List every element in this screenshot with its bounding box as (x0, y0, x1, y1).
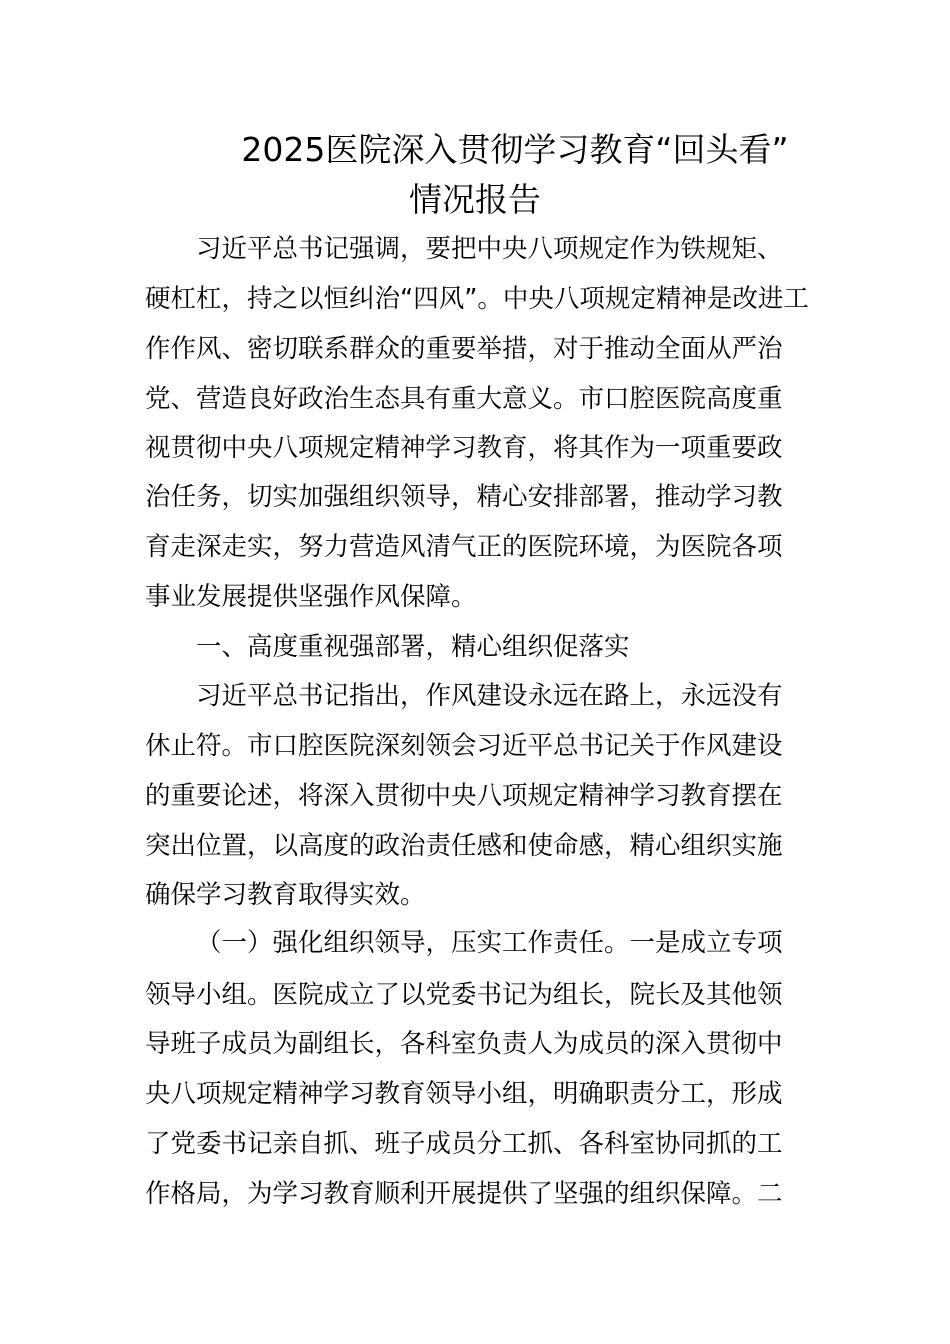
document-title-line-1: 2025医院深入贯彻学习教育“回头看” (241, 130, 789, 169)
document-title-line-2: 情况报告 (409, 180, 541, 219)
body-line: 习近平总书记强调，要把中央八项规定作为铁规矩、 (196, 234, 783, 264)
body-line: 确保学习教育取得实效。 (145, 880, 426, 910)
subsection-line: （一）强化组织领导，压实工作责任。一是成立专项 (196, 928, 783, 958)
body-line: 硬杠杠，持之以恒纠治“四风”。中央八项规定精神是改进工 (145, 284, 809, 314)
section-heading: 一、高度重视强部署，精心组织促落实 (196, 632, 630, 662)
body-line: 的重要论述，将深入贯彻中央八项规定精神学习教育摆在 (145, 781, 783, 811)
body-line: 了党委书记亲自抓、班子成员分工抓、各科室协同抓的工 (145, 1129, 783, 1159)
body-line: 作作风、密切联系群众的重要举措，对于推动全面从严治 (145, 334, 783, 364)
body-line: 事业发展提供坚强作风保障。 (145, 582, 477, 612)
body-line: 导班子成员为副组长，各科室负责人为成员的深入贯彻中 (145, 1029, 783, 1059)
body-line: 治任务，切实加强组织领导，精心安排部署，推动学习教 (145, 482, 783, 512)
body-line: 领导小组。医院成立了以党委书记为组长，院长及其他领 (145, 980, 783, 1010)
body-line: 休止符。市口腔医院深刻领会习近平总书记关于作风建设 (145, 731, 783, 761)
body-line: 育走深走实，努力营造风清气正的医院环境，为医院各项 (145, 532, 783, 562)
body-line: 作格局，为学习教育顺利开展提供了坚强的组织保障。二 (145, 1179, 783, 1209)
body-line: 央八项规定精神学习教育领导小组，明确职责分工，形成 (145, 1079, 783, 1109)
body-line: 党、营造良好政治生态具有重大意义。市口腔医院高度重 (145, 384, 783, 414)
body-line: 习近平总书记指出，作风建设永远在路上，永远没有 (196, 681, 783, 711)
body-line: 视贯彻中央八项规定精神学习教育，将其作为一项重要政 (145, 433, 783, 463)
body-line: 突出位置，以高度的政治责任感和使命感，精心组织实施 (145, 831, 783, 861)
